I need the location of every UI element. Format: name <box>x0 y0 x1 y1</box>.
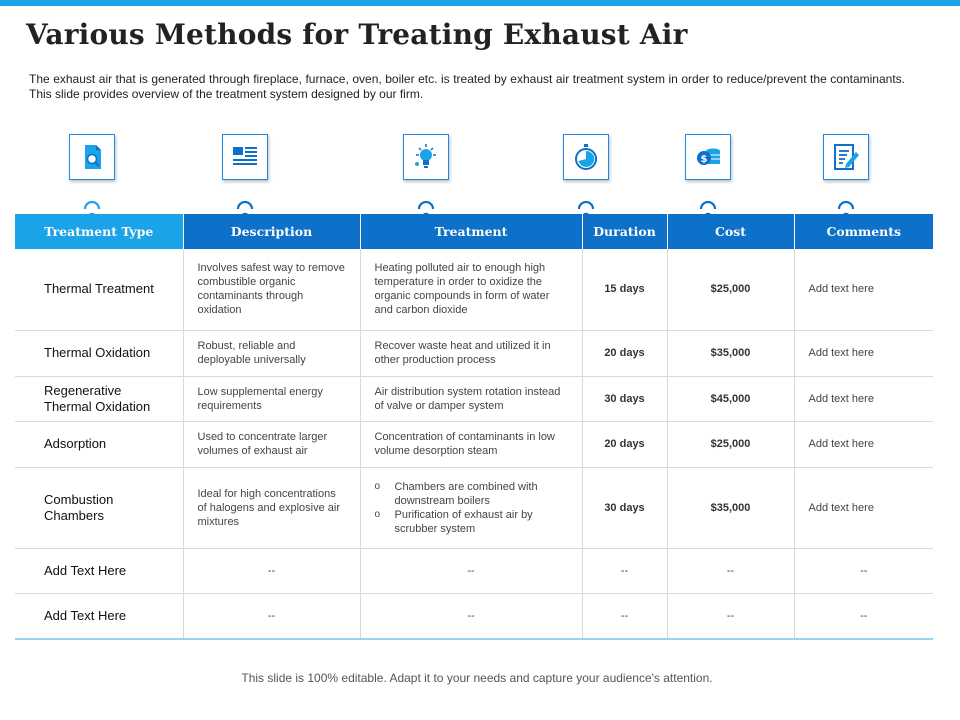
cell-treatment: -- <box>360 593 582 639</box>
cell-description: -- <box>183 548 360 593</box>
cell-comments: -- <box>794 548 933 593</box>
coins-icon <box>685 134 731 180</box>
svg-text:$: $ <box>700 154 708 165</box>
cell-cost: $25,000 <box>667 249 794 330</box>
cell-description: Ideal for high concentrations of halogens and explosive air mixtures <box>183 467 360 548</box>
cell-type: Regenerative Thermal Oxidation <box>15 376 183 421</box>
footer-note: This slide is 100% editable. Adapt it to your needs and capture your audience's attention. <box>241 671 713 685</box>
cell-duration: 30 days <box>582 467 667 548</box>
intro-paragraph: The exhaust air that is generated through fireplace, furnace, oven, boiler etc. is treated by exhaust air treatment system in order to reduce/prevent the contaminants. This slide provides overview of the treatment system designed by our firm. <box>29 72 905 101</box>
header-description: Description <box>183 214 360 249</box>
cell-description: Involves safest way to remove combustible organic contaminants through oxidation <box>183 249 360 330</box>
cell-description: Low supplemental energy requirements <box>183 376 360 421</box>
table-row <box>15 421 933 467</box>
header-duration: Duration <box>582 214 667 249</box>
treatment-bullet-list <box>375 480 568 536</box>
cell-cost: -- <box>667 548 794 593</box>
table-row <box>15 249 933 330</box>
lightbulb-icon <box>403 134 449 180</box>
table-row <box>15 467 933 548</box>
cell-type: Add Text Here <box>15 548 183 593</box>
cell-treatment: -- <box>360 548 582 593</box>
cell-type: Combustion Chambers <box>15 467 183 548</box>
cell-treatment <box>360 467 582 548</box>
cell-description: Robust, reliable and deployable universally <box>183 330 360 376</box>
cell-duration: -- <box>582 548 667 593</box>
cell-comments: Add text here <box>794 376 933 421</box>
cell-description: Used to concentrate larger volumes of exhaust air <box>183 421 360 467</box>
header-treatment-type: Treatment Type <box>15 214 183 249</box>
cell-treatment: Concentration of contaminants in low volume desorption steam <box>360 421 582 467</box>
cell-comments: Add text here <box>794 467 933 548</box>
header-treatment: Treatment <box>360 214 582 249</box>
treatment-table <box>15 214 933 640</box>
cell-treatment: Recover waste heat and utilized it in other production process <box>360 330 582 376</box>
cell-duration: 20 days <box>582 330 667 376</box>
slide-title: Various Methods for Treating Exhaust Air <box>26 18 688 51</box>
edit-document-icon <box>823 134 869 180</box>
cell-duration: 15 days <box>582 249 667 330</box>
cell-duration: -- <box>582 593 667 639</box>
top-accent-bar <box>0 0 960 6</box>
table-row <box>15 330 933 376</box>
bullet-item: o Purification of exhaust air by scrubber system <box>375 508 568 536</box>
cell-description: -- <box>183 593 360 639</box>
cell-cost: -- <box>667 593 794 639</box>
document-search-icon <box>69 134 115 180</box>
cell-comments: Add text here <box>794 330 933 376</box>
table-row <box>15 548 933 593</box>
cell-comments: Add text here <box>794 421 933 467</box>
newspaper-icon <box>222 134 268 180</box>
cell-type: Thermal Treatment <box>15 249 183 330</box>
bullet-item: o Chambers are combined with downstream boilers <box>375 480 568 508</box>
table-header-row <box>15 214 933 249</box>
cell-duration: 20 days <box>582 421 667 467</box>
header-comments: Comments <box>794 214 933 249</box>
cell-treatment: Heating polluted air to enough high temperature in order to oxidize the organic compounds in form of water and carbon dioxide <box>360 249 582 330</box>
cell-cost: $45,000 <box>667 376 794 421</box>
cell-duration: 30 days <box>582 376 667 421</box>
cell-type: Thermal Oxidation <box>15 330 183 376</box>
cell-comments: -- <box>794 593 933 639</box>
cell-cost: $35,000 <box>667 330 794 376</box>
cell-type: Adsorption <box>15 421 183 467</box>
cell-type: Add Text Here <box>15 593 183 639</box>
cell-treatment: Air distribution system rotation instead of valve or damper system <box>360 376 582 421</box>
stopwatch-icon <box>563 134 609 180</box>
cell-cost: $35,000 <box>667 467 794 548</box>
cell-cost: $25,000 <box>667 421 794 467</box>
header-cost: Cost <box>667 214 794 249</box>
table-row <box>15 593 933 639</box>
cell-comments: Add text here <box>794 249 933 330</box>
table-row <box>15 376 933 421</box>
